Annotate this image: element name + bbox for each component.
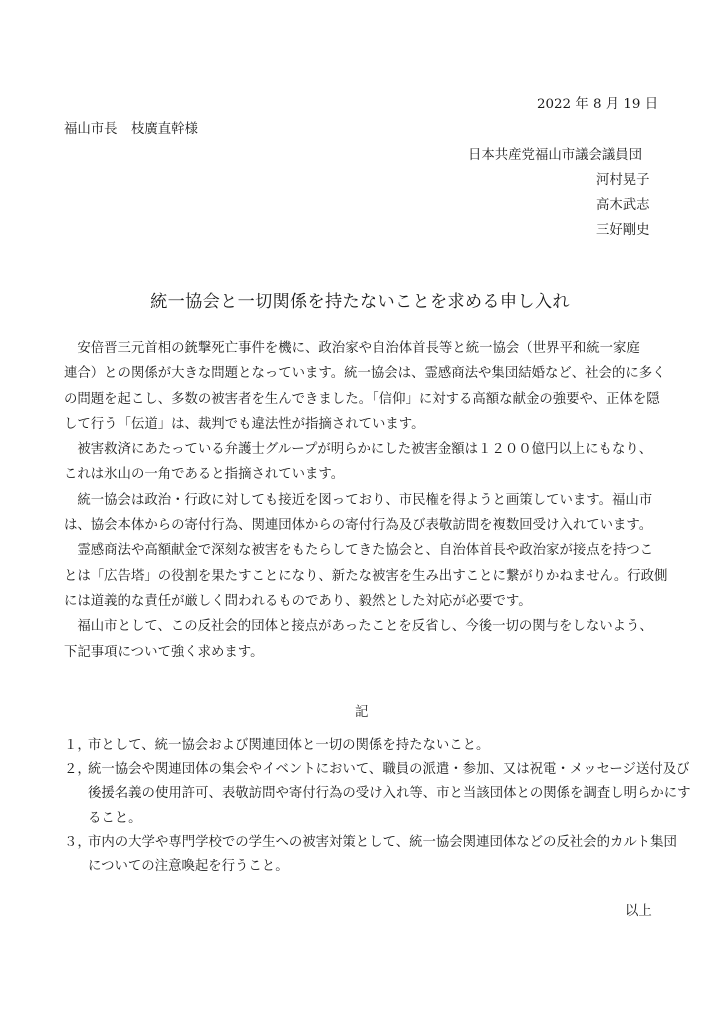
body-line: 統一協会は政治・行政に対しても接近を図っており、市民権を得ようと画策しています。福山市 [64, 492, 653, 508]
body-line: とは「広告塔」の役割を果たすことになり、新たな被害を生み出すことに繋がりかねません。行政側 [64, 568, 668, 584]
ki-heading: 記 [355, 705, 369, 720]
sender-member: 三好剛史 [596, 223, 650, 238]
list-item-line: 統一協会や関連団体の集会やイベントにおいて、職員の派遣・参加、又は祝電・メッセージ送付及び [88, 762, 690, 778]
addressee: 福山市長 枝廣直幹様 [64, 122, 198, 137]
list-item [64, 831, 677, 879]
document-title: 統一協会と一切関係を持たないことを求める申し入れ [150, 292, 570, 312]
request-list [64, 734, 691, 879]
body-line: の問題を起こし、多数の被害者を生んできました。「信仰」に対する高額な献金の強要や、正体を隠 [64, 391, 660, 407]
body-line: して行う「伝道」は、裁判でも違法性が指摘されています。 [64, 416, 425, 432]
sender-member: 高木武志 [596, 198, 650, 213]
document-date: 2022 年 8 月 19 日 [537, 97, 659, 112]
list-item-number: ３， [64, 834, 91, 850]
list-item-line: についての注意喚起を行うこと。 [88, 859, 289, 875]
list-item-line: 後援名義の使用許可、表敬訪問や寄付行為の受け入れ等、市と当該団体との関係を調査し明らかにす [88, 786, 691, 802]
body-line: は、協会本体からの寄付行為、関連団体からの寄付行為及び表敬訪問を複数回受け入れています。 [64, 518, 653, 534]
list-item [64, 758, 691, 831]
body-line: 連合）との関係が大きな問題となっています。統一協会は、霊感商法や集団結婚など、社会的に多く [64, 366, 666, 382]
list-item [64, 734, 664, 758]
body-line: 被害救済にあたっている弁護士グループが明らかにした被害金額は１２００億円以上にもなり、 [64, 442, 653, 458]
sender-organization: 日本共産党福山市議会議員団 [468, 148, 643, 163]
body-line: 安倍晋三元首相の銃撃死亡事件を機に、政治家や自治体首長等と統一協会（世界平和統一家庭 [64, 341, 640, 356]
list-item-line: 市内の大学や専門学校での学生への被害対策として、統一協会関連団体などの反社会的カルト集団 [88, 834, 677, 850]
body-line: 下記事項について強く求めます。 [64, 644, 264, 660]
body-text [64, 336, 668, 665]
closing-text: 以上 [625, 904, 652, 919]
body-line: には道義的な責任が厳しく問われるものであり、毅然とした対応が必要です。 [64, 593, 532, 609]
sender-block [468, 143, 650, 243]
list-item-line: 市として、統一協会および関連団体と一切の関係を持たないこと。 [88, 738, 490, 753]
body-line: 霊感商法や高額献金で深刻な被害をもたらしてきた協会と、自治体首長や政治家が接点を持つこ [64, 543, 654, 559]
sender-member: 河村晃子 [596, 173, 650, 188]
list-item-line: ること。 [88, 810, 142, 826]
list-item-number: ２， [64, 762, 91, 778]
body-line: これは氷山の一角であると指摘されています。 [64, 467, 345, 483]
list-item-number: １， [64, 738, 91, 753]
body-line: 福山市として、この反社会的団体と接点があったことを反省し、今後一切の関与をしないよう、 [64, 619, 653, 635]
